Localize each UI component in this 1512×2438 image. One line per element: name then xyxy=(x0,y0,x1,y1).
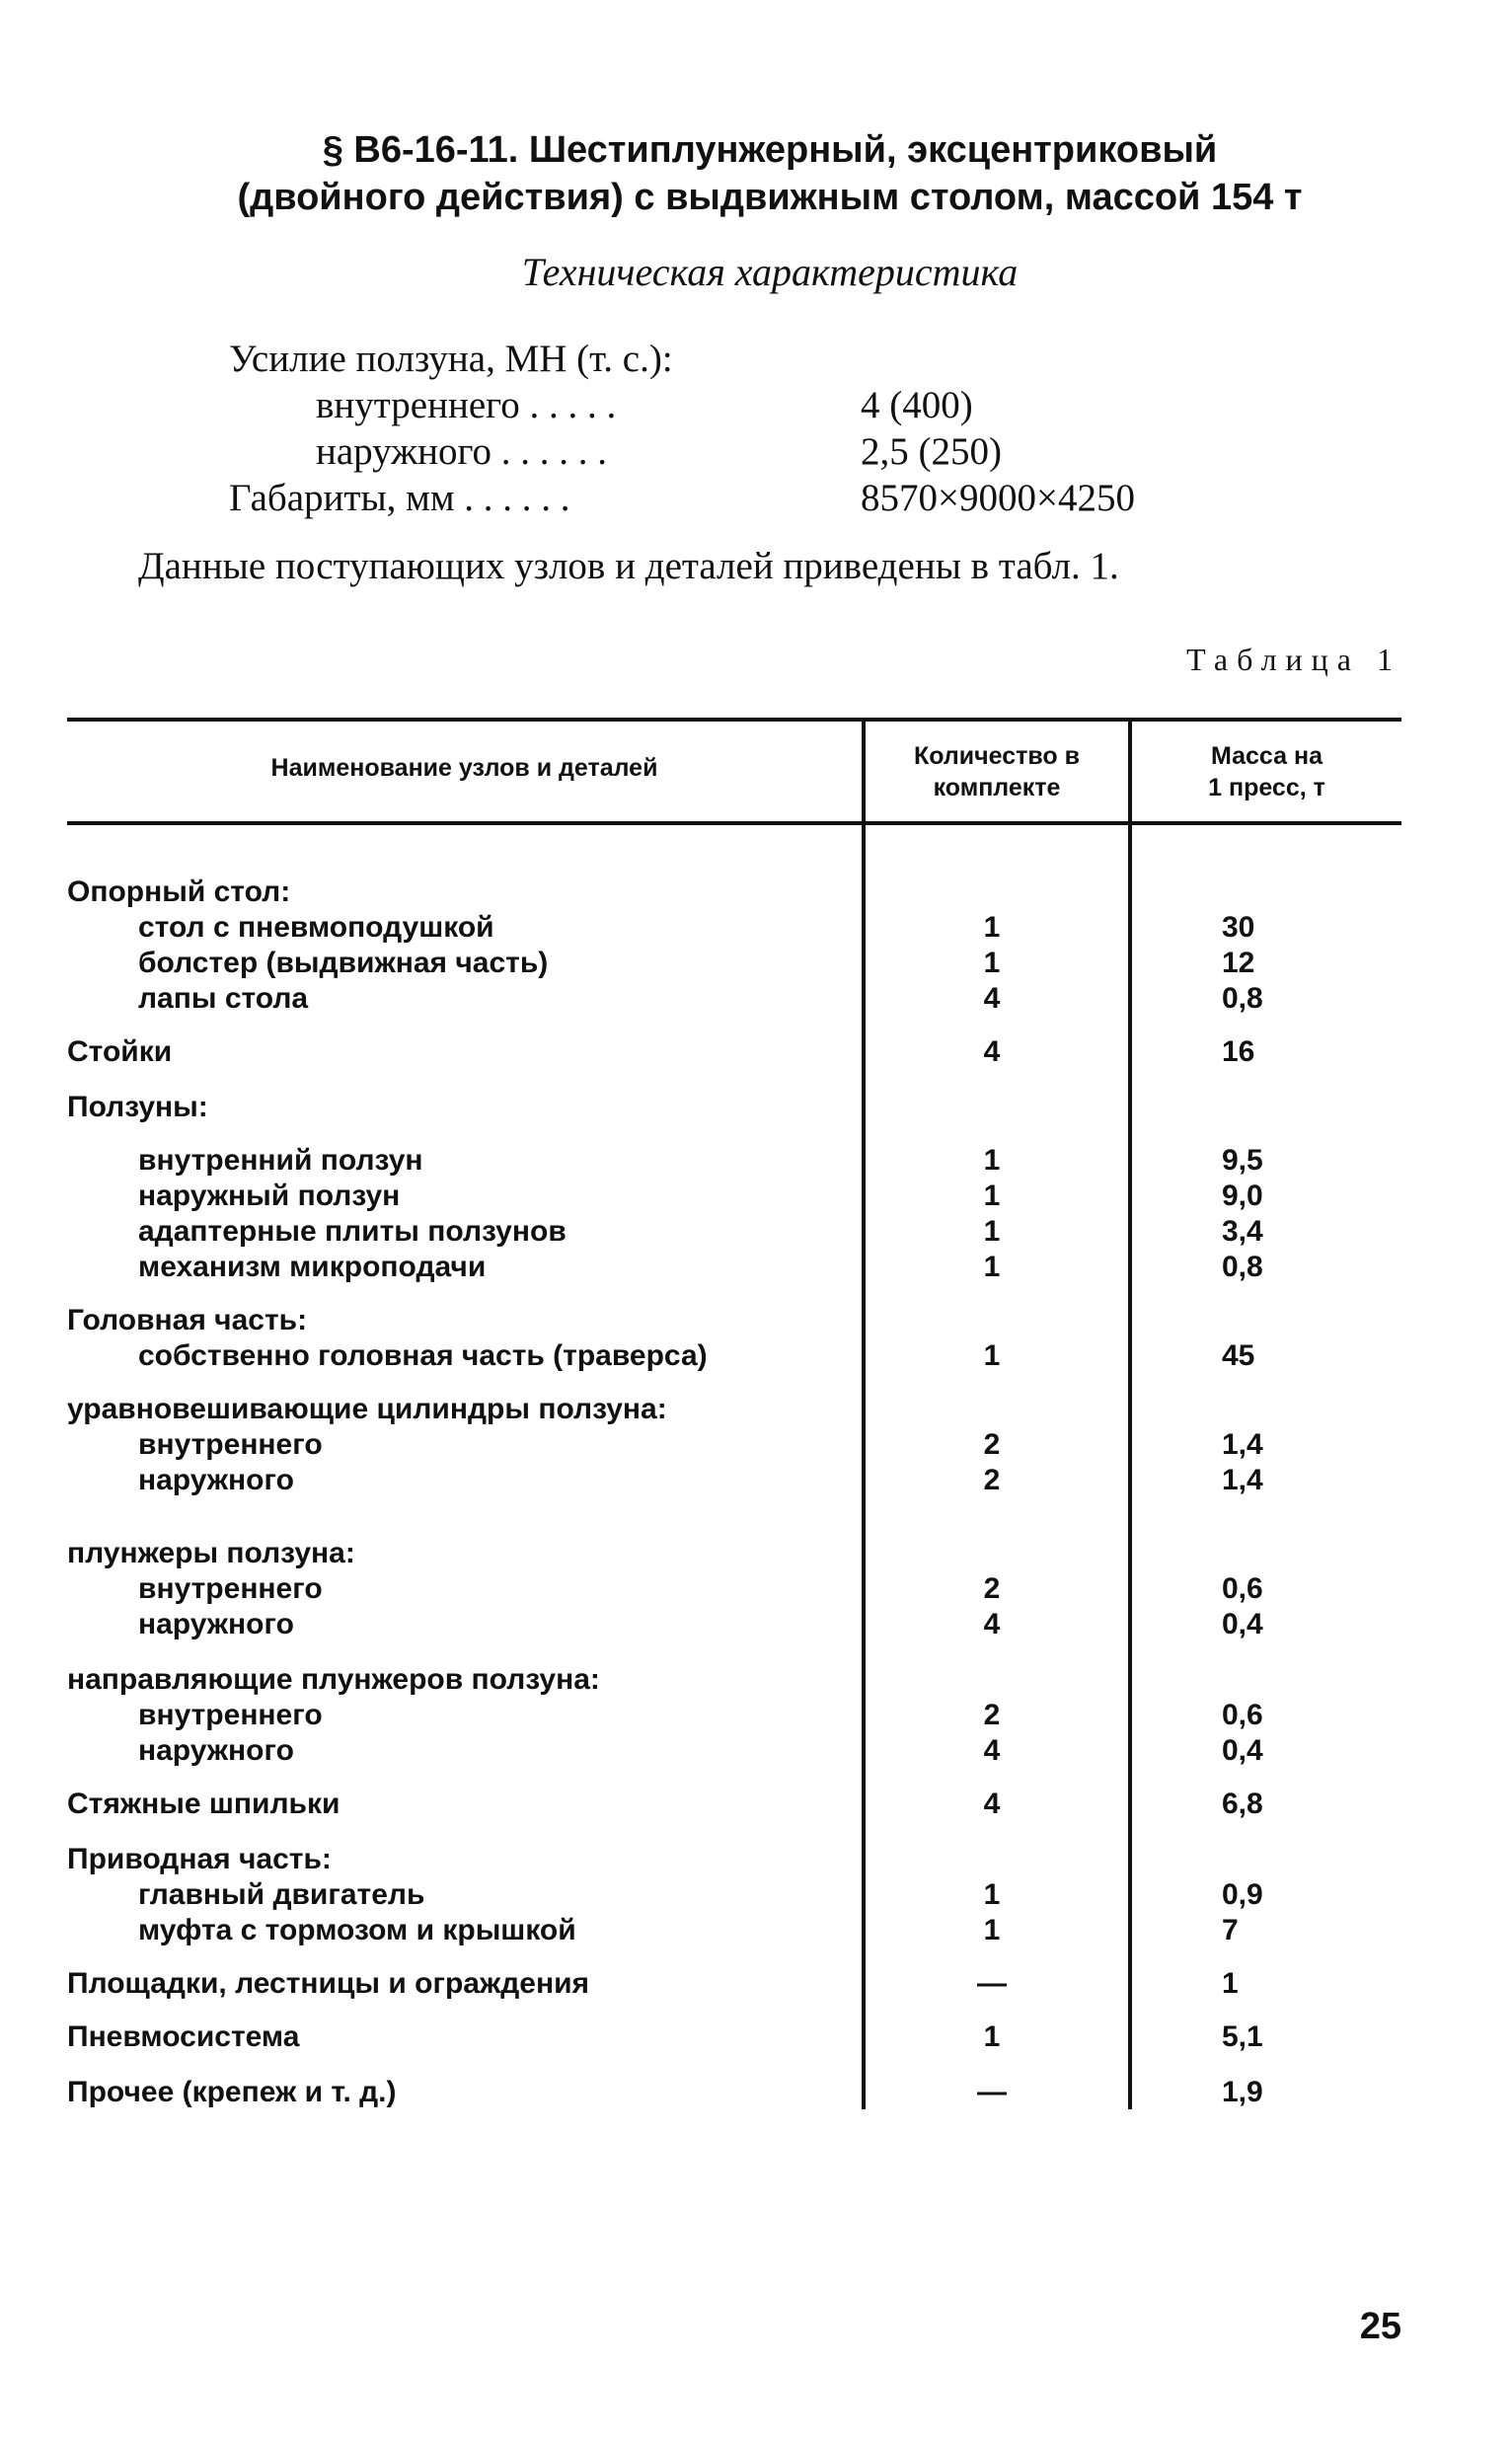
row-mass: 7 xyxy=(1222,1914,1239,1946)
row-mass: 30 xyxy=(1222,911,1255,944)
table-row xyxy=(0,2019,1512,2055)
row-name: внутренний ползун xyxy=(138,1144,423,1177)
row-name: направляющие плунжеров ползуна: xyxy=(67,1663,600,1696)
table-row xyxy=(0,1463,1512,1498)
row-name: механизм микроподачи xyxy=(138,1251,487,1283)
row-name: главный двигатель xyxy=(138,1878,425,1911)
table-row xyxy=(0,1090,1512,1125)
row-qty: 1 xyxy=(983,1914,1001,1946)
row-mass: 5,1 xyxy=(1222,2020,1263,2053)
row-name: внутреннего xyxy=(138,1428,323,1461)
spec-force-title: Усилие ползуна, МН (т. с.): xyxy=(229,338,673,380)
table-row xyxy=(0,1303,1512,1338)
row-mass: 9,0 xyxy=(1222,1180,1263,1212)
intro-paragraph: Данные поступающих узлов и деталей приведены в табл. 1. xyxy=(138,545,1119,587)
row-qty: 1 xyxy=(983,1180,1001,1212)
row-qty: 2 xyxy=(983,1464,1001,1496)
table-row xyxy=(0,1214,1512,1250)
table-row xyxy=(0,1143,1512,1179)
row-qty: 2 xyxy=(983,1428,1001,1461)
row-name: наружного xyxy=(138,1464,294,1496)
table-row xyxy=(0,1179,1512,1214)
table-row xyxy=(0,1250,1512,1285)
spec-dims-value: 8570×9000×4250 xyxy=(861,477,1135,519)
table-row xyxy=(0,1877,1512,1913)
table-row xyxy=(0,1842,1512,1877)
spec-inner xyxy=(229,382,973,428)
section-heading-line1: § В6-16-11. Шестиплунжерный, эксцентриковый xyxy=(322,129,1218,171)
row-qty: 4 xyxy=(983,1734,1001,1767)
row-qty: 2 xyxy=(983,1699,1001,1731)
row-mass: 1,4 xyxy=(1222,1428,1263,1461)
row-name: болстер (выдвижная часть) xyxy=(138,947,549,979)
row-qty: 1 xyxy=(983,947,1001,979)
row-mass: 1,4 xyxy=(1222,1464,1263,1496)
row-qty: 2 xyxy=(983,1572,1001,1605)
row-name: собственно головная часть (траверса) xyxy=(138,1339,708,1372)
row-name: Опорный стол: xyxy=(67,876,291,908)
table-row xyxy=(0,1427,1512,1463)
row-qty: 1 xyxy=(983,2020,1001,2053)
row-qty: 4 xyxy=(983,982,1001,1015)
row-name: адаптерные плиты ползунов xyxy=(138,1215,567,1248)
row-mass: 0,4 xyxy=(1222,1734,1263,1767)
table-row xyxy=(0,946,1512,981)
page-number: 25 xyxy=(1359,2306,1401,2347)
spec-subheading: Техническая характеристика xyxy=(521,250,1019,294)
row-name: внутреннего xyxy=(138,1699,323,1731)
row-name: Приводная часть: xyxy=(67,1843,332,1875)
table-title: Таблица 1 xyxy=(1186,642,1401,677)
row-qty: 1 xyxy=(983,911,1001,944)
row-name: наружный ползун xyxy=(138,1180,401,1212)
row-mass: 0,9 xyxy=(1222,1878,1263,1911)
row-qty: — xyxy=(977,1967,1007,2000)
row-mass: 1,9 xyxy=(1222,2076,1263,2108)
row-qty: 1 xyxy=(983,1144,1001,1177)
row-mass: 1 xyxy=(1222,1967,1239,2000)
row-mass: 6,8 xyxy=(1222,1788,1263,1820)
spec-outer xyxy=(229,428,1002,475)
row-mass: 3,4 xyxy=(1222,1215,1263,1248)
row-name: уравновешивающие цилиндры ползуна: xyxy=(67,1393,667,1425)
row-mass: 45 xyxy=(1222,1339,1255,1372)
table-row xyxy=(0,2075,1512,2110)
row-qty: 1 xyxy=(983,1339,1001,1372)
row-name: муфта с тормозом и крышкой xyxy=(138,1914,576,1946)
row-qty: — xyxy=(977,2076,1007,2108)
row-qty: 1 xyxy=(983,1878,1001,1911)
row-name: Головная часть: xyxy=(67,1304,308,1336)
table-row xyxy=(0,1787,1512,1822)
spec-dims xyxy=(229,475,1135,521)
spec-dims-label: Габариты, мм . . . . . . xyxy=(229,477,570,519)
row-mass: 12 xyxy=(1222,947,1255,979)
table-row xyxy=(0,1607,1512,1642)
table-top-rule xyxy=(67,718,1401,722)
table-row xyxy=(0,1966,1512,2002)
row-name: лапы стола xyxy=(138,982,309,1015)
spec-outer-value: 2,5 (250) xyxy=(861,430,1002,473)
row-name: Пневмосистема xyxy=(67,2020,300,2053)
row-name: стол с пневмоподушкой xyxy=(138,911,494,944)
header-qty: Количество в комплекте xyxy=(913,742,1081,801)
row-name: Стяжные шпильки xyxy=(67,1788,340,1820)
row-qty: 4 xyxy=(983,1608,1001,1640)
spec-outer-label: наружного . . . . . . xyxy=(316,430,607,473)
table-header-rule xyxy=(67,821,1401,825)
row-name: Площадки, лестницы и ограждения xyxy=(67,1967,590,2000)
row-name: наружного xyxy=(138,1608,294,1640)
row-mass: 0,8 xyxy=(1222,1251,1263,1283)
section-heading-line2: (двойного действия) с выдвижным столом, массой 154 т xyxy=(237,177,1303,218)
section-heading xyxy=(148,126,1392,221)
table-row xyxy=(0,875,1512,910)
table-row xyxy=(0,1536,1512,1571)
row-mass: 16 xyxy=(1222,1035,1255,1068)
row-name: Прочее (крепеж и т. д.) xyxy=(67,2076,397,2108)
spec-list xyxy=(229,336,1135,521)
table-row xyxy=(0,981,1512,1017)
row-mass: 0,4 xyxy=(1222,1608,1263,1640)
row-name: Стойки xyxy=(67,1035,173,1068)
row-qty: 4 xyxy=(983,1788,1001,1820)
table-row xyxy=(0,1571,1512,1607)
row-name: плунжеры ползуна: xyxy=(67,1537,355,1569)
row-name: внутреннего xyxy=(138,1572,323,1605)
table-row xyxy=(0,1733,1512,1769)
table-row xyxy=(0,1338,1512,1374)
table-row xyxy=(0,1698,1512,1733)
table-row xyxy=(0,1392,1512,1427)
row-qty: 1 xyxy=(983,1251,1001,1283)
row-qty: 4 xyxy=(983,1035,1001,1068)
header-name: Наименование узлов и деталей xyxy=(270,754,658,782)
header-mass: Масса на 1 пресс, т xyxy=(1208,742,1325,801)
spec-inner-label: внутреннего . . . . . xyxy=(316,384,617,426)
row-name: Ползуны: xyxy=(67,1091,208,1123)
table-row xyxy=(0,1662,1512,1698)
table-row xyxy=(0,910,1512,946)
row-mass: 9,5 xyxy=(1222,1144,1263,1177)
row-mass: 0,8 xyxy=(1222,982,1263,1015)
table-row xyxy=(0,1034,1512,1070)
row-qty: 1 xyxy=(983,1215,1001,1248)
row-name: наружного xyxy=(138,1734,294,1767)
row-mass: 0,6 xyxy=(1222,1572,1263,1605)
spec-inner-value: 4 (400) xyxy=(861,384,973,426)
row-mass: 0,6 xyxy=(1222,1699,1263,1731)
table-row xyxy=(0,1913,1512,1948)
